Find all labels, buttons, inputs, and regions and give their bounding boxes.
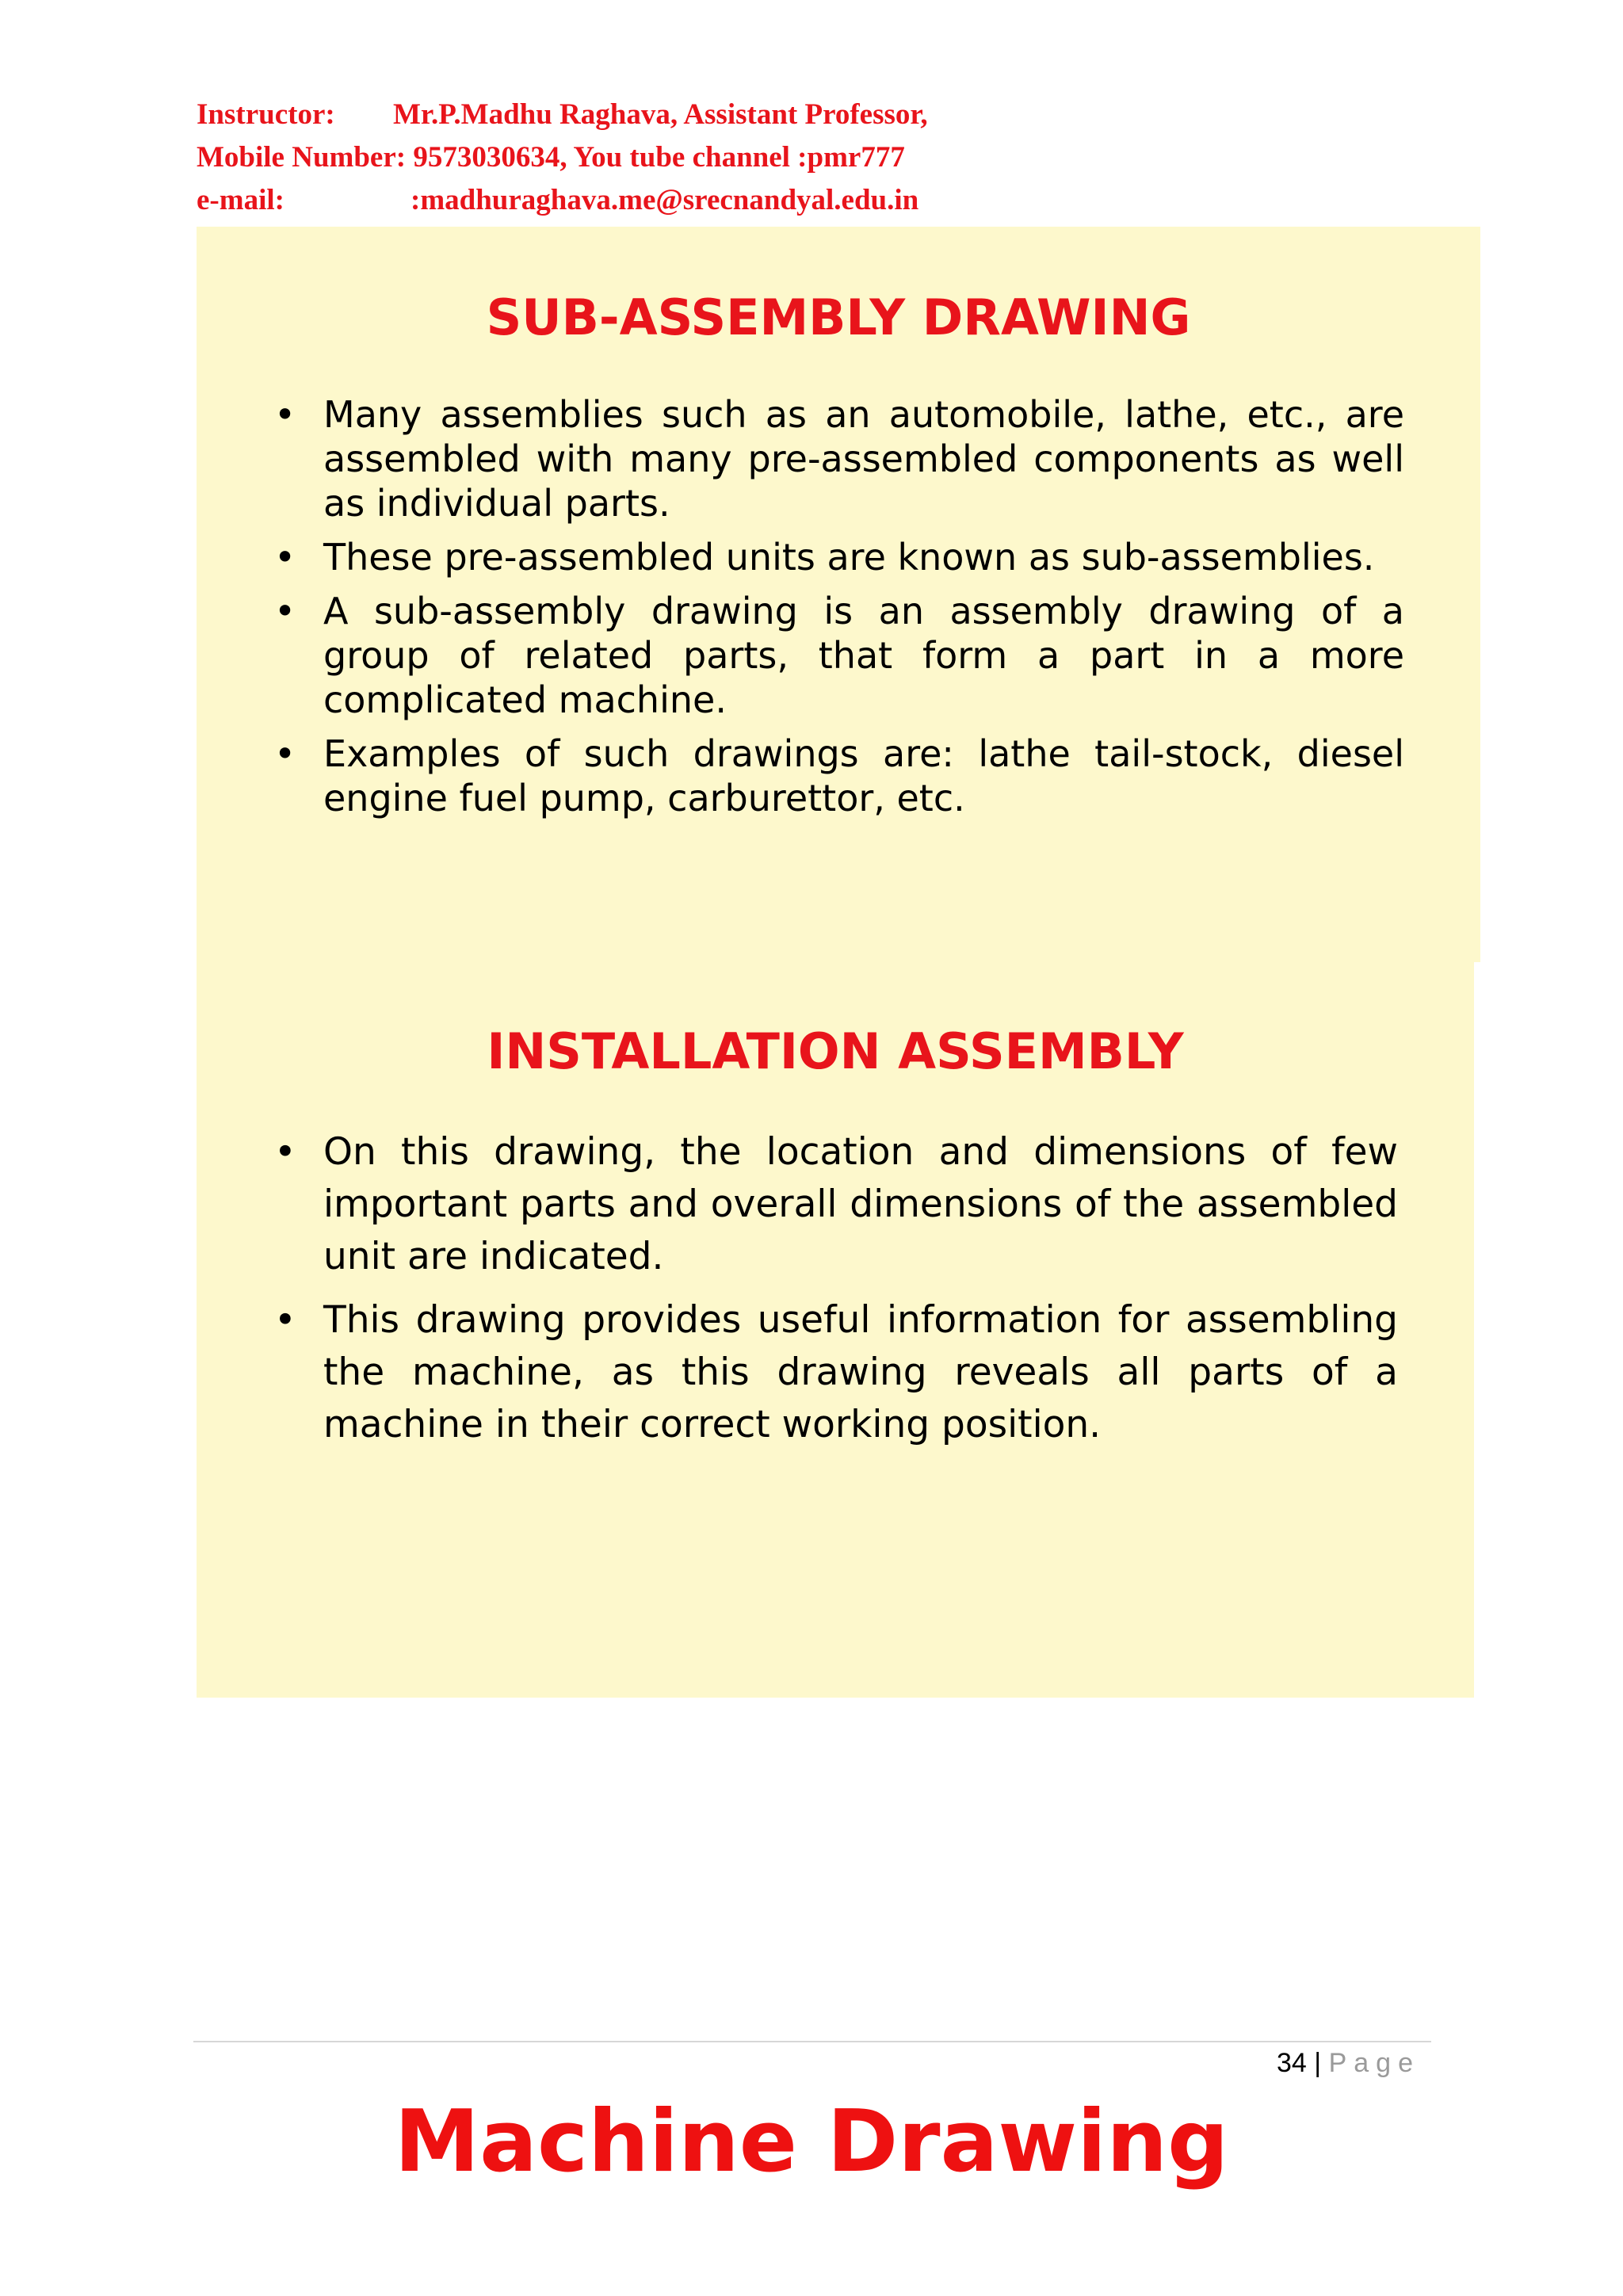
- bullet-icon: •: [274, 393, 296, 436]
- list-item: [274, 392, 1404, 525]
- email-label: e-mail:: [197, 184, 285, 216]
- page-separator: |: [1314, 2048, 1322, 2078]
- footer-title: Machine Drawing: [394, 2092, 1229, 2191]
- instructor-value: Mr.P.Madhu Raghava, Assistant Professor,: [393, 98, 928, 131]
- bullet-list: [274, 392, 1404, 820]
- bullet-icon: •: [274, 1298, 296, 1342]
- bullet-list: [274, 1126, 1398, 1451]
- page-number: [1277, 2048, 1420, 2079]
- bullet-text: Examples of such drawings are: lathe tail-stock, diesel engine fuel pump, carburettor, etc.: [323, 732, 1404, 819]
- sub-assembly-panel: [197, 227, 1480, 962]
- instructor-line: [197, 94, 928, 136]
- page-header: [197, 94, 928, 222]
- list-item: [274, 1126, 1398, 1283]
- bullet-text: This drawing provides useful information for assembling the machine, as this drawing reveals all parts of a machine in their correct working position.: [323, 1298, 1398, 1446]
- list-item: [274, 1294, 1398, 1451]
- bullet-icon: •: [274, 1130, 296, 1174]
- email-value: :madhuraghava.me@srecnandyal.edu.in: [411, 184, 919, 216]
- section-title: SUB-ASSEMBLY DRAWING: [486, 288, 1191, 346]
- bullet-text: These pre-assembled units are known as sub-assemblies.: [323, 536, 1375, 579]
- bullet-icon: •: [274, 590, 296, 632]
- mobile-text: Mobile Number: 9573030634, You tube channel :pmr777: [197, 141, 905, 174]
- installation-assembly-panel: [197, 962, 1474, 1698]
- email-line: [197, 179, 928, 222]
- bullet-icon: •: [274, 732, 296, 775]
- list-item: [274, 732, 1404, 820]
- instructor-label: Instructor:: [197, 98, 335, 131]
- mobile-line: [197, 136, 928, 179]
- page-word: Page: [1328, 2048, 1420, 2078]
- section-title: INSTALLATION ASSEMBLY: [487, 1022, 1184, 1080]
- bullet-text: A sub-assembly drawing is an assembly drawing of a group of related parts, that form a part in a more complicated machine.: [323, 590, 1404, 721]
- bullet-text: On this drawing, the location and dimensions of few important parts and overall dimensions of the assembled unit are indicated.: [323, 1130, 1398, 1278]
- page-number-value: 34: [1277, 2048, 1307, 2078]
- list-item: [274, 589, 1404, 722]
- bullet-icon: •: [274, 536, 296, 579]
- footer-divider: [193, 2041, 1431, 2042]
- bullet-text: Many assemblies such as an automobile, lathe, etc., are assembled with many pre-assembled components as well as individual parts.: [323, 393, 1404, 525]
- list-item: [274, 535, 1404, 579]
